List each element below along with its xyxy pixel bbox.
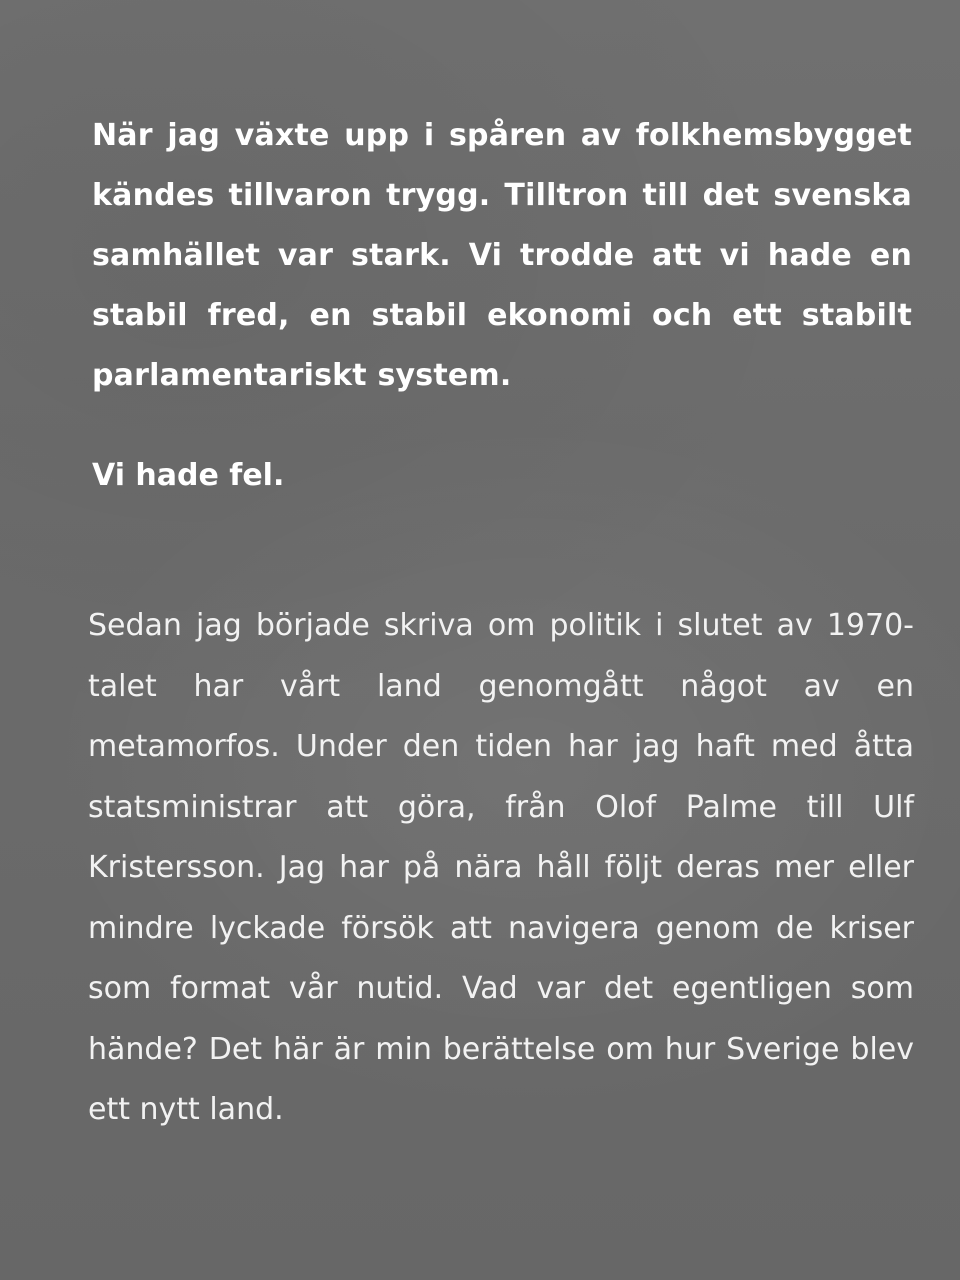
lead-paragraph: När jag växte upp i spåren av folkhemsbygget kändes tillvaron trygg. Tilltron till det svenska samhället var stark. Vi trodde att vi hade en stabil fred, en stabil ekonomi och ett stabilt parlamentariskt system.	[92, 118, 912, 393]
body-paragraph: Sedan jag började skriva om politik i slutet av 1970-talet har vårt land genomgått något av en metamorfos. Under den tiden har jag haft med åtta statsministrar att göra, från Olof Palme till Ulf Kristersson. Jag har på nära håll följt deras mer eller mindre lyckade försök att navigera genom de kriser som format vår nutid. Vad var det egentligen som hände? Det här är min berättelse om hur Sverige blev ett nytt land.	[88, 608, 914, 1127]
punchline: Vi hade fel.	[92, 458, 285, 493]
